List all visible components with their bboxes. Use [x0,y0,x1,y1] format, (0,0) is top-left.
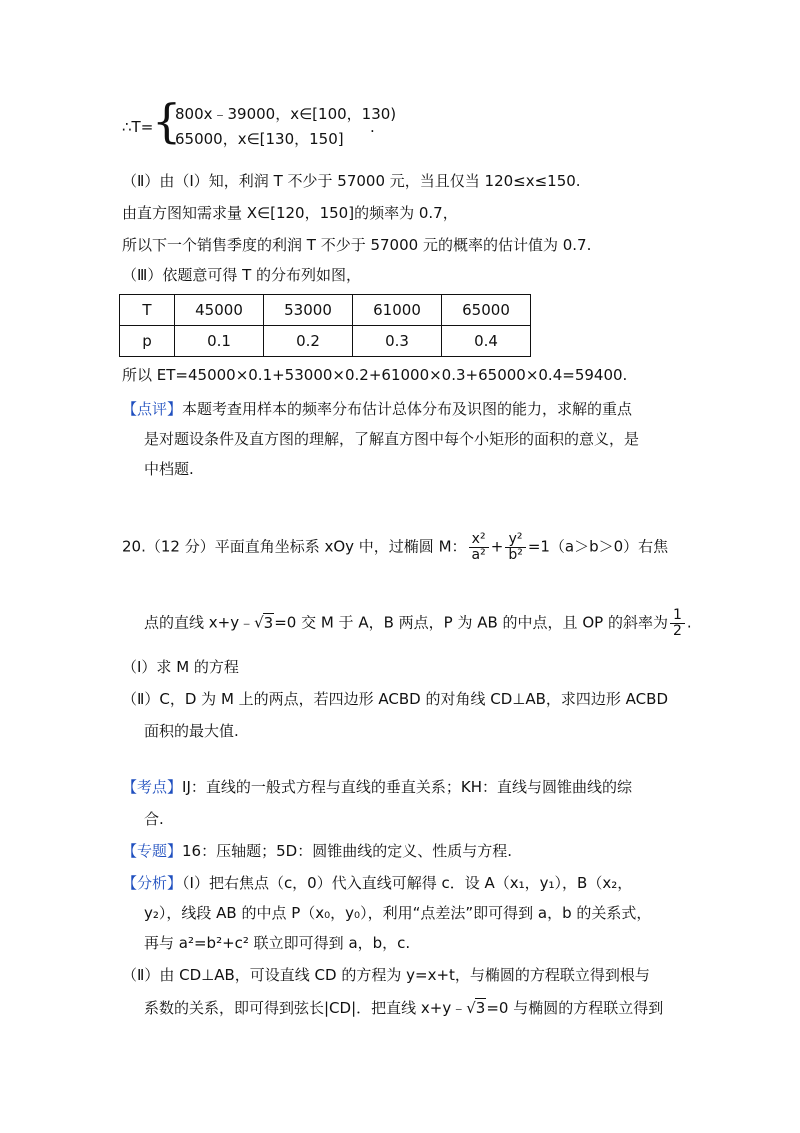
comment-line-2: 是对题设条件及直方图的理解，了解直方图中每个小矩形的面积的意义，是 [144,430,640,448]
fraction-x2-a2 [469,532,489,562]
fenxi-tag: 【分析】 [122,874,183,892]
part3-line-1: （Ⅲ）依题意可得 T 的分布列如图， [122,266,362,284]
table-cell: 53000 [264,295,353,326]
part2-line-3: 所以下一个销售季度的利润 T 不少于 57000 元的概率的估计值为 0.7. [122,236,592,254]
fenxi-line5-b: =0 与椭圆的方程联立得到 [486,999,664,1017]
table-cell: 0.1 [175,326,264,357]
piecewise-brace: { [152,94,182,148]
problem20-suffix: =1（a＞b＞0）右焦 [527,537,669,556]
problem20-prefix: 20.（12 分）平面直角坐标系 xOy 中，过椭圆 M： [122,537,467,556]
fraction-numerator: y² [505,532,526,548]
sqrt-symbol: √ [466,999,476,1017]
piecewise-lead: ∴T= [122,118,154,136]
table-cell: 0.4 [442,326,531,357]
table-cell: 45000 [175,295,264,326]
problem20-q2-line-2: 面积的最大值. [144,722,239,740]
fraction-numerator: x² [469,532,489,548]
kaodian-text-1: IJ：直线的一般式方程与直线的垂直关系；KH：直线与圆锥曲线的综 [182,778,632,796]
table-row [120,326,531,357]
kaodian-tag: 【考点】 [122,778,183,796]
fenxi-line-1 [122,874,632,892]
fenxi-line5-a: 系数的关系，即可得到弦长|CD|．把直线 x+y﹣ [144,999,467,1017]
kaodian-line-1 [122,778,632,796]
problem20-q2-line-1: （Ⅱ）C，D 为 M 上的两点，若四边形 ACBD 的对角线 CD⊥AB，求四边形 ACBD [122,690,668,708]
table-cell: 0.3 [353,326,442,357]
part2-line-2: 由直方图知需求量 X∈[120，150]的频率为 0.7， [122,204,458,222]
table-cell: 65000 [442,295,531,326]
fraction-denominator: a² [471,546,486,563]
fraction-denominator: b² [508,546,523,563]
comment-line-3: 中档题. [144,460,194,478]
comment-text-1: 本题考查用样本的频率分布估计总体分布及识图的能力，求解的重点 [182,400,633,418]
sqrt-radicand: 3 [475,999,486,1017]
fenxi-line-2: y₂），线段 AB 的中点 P（x₀，y₀），利用“点差法”即可得到 a，b 的关系式， [144,904,652,922]
fraction-denominator: 2 [672,622,682,639]
table-cell: 61000 [353,295,442,326]
fraction-one-half [670,608,685,638]
problem20-q1: （Ⅰ）求 M 的方程 [122,658,239,676]
zhuanti-line-1 [122,842,512,860]
sqrt-symbol: √ [254,613,264,632]
table-cell: T [120,295,175,326]
expectation-line: 所以 ET=45000×0.1+53000×0.2+61000×0.3+65000×0.4=59400. [122,366,628,384]
comment-line-1 [122,400,632,418]
distribution-table [119,294,531,357]
fenxi-line-5 [144,998,663,1017]
part2-line-1: （Ⅱ）由（Ⅰ）知，利润 T 不少于 57000 元，当且仅当 120≤x≤150. [122,172,581,190]
table-cell: p [120,326,175,357]
zhuanti-text-1: 16：压轴题；5D：圆锥曲线的定义、性质与方程. [182,842,512,860]
piecewise-line-2: 65000，x∈[130，150] [175,130,344,148]
zhuanti-tag: 【专题】 [122,842,183,860]
fraction-y2-b2 [505,532,526,562]
table-header-row [120,295,531,326]
fenxi-line-3: 再与 a²=b²+c² 联立即可得到 a，b，c. [144,934,411,952]
fraction-numerator: 1 [670,608,685,624]
problem20-line-1 [122,532,668,562]
problem20-line2-end: . [686,613,692,632]
piecewise-line-1: 800x﹣39000，x∈[100，130) [175,105,397,123]
kaodian-line-2: 合. [144,810,164,828]
sqrt-radicand: 3 [263,613,274,632]
fenxi-text-1: （Ⅰ）把右焦点（c，0）代入直线可解得 c．设 A（x₁，y₁），B（x₂， [182,874,633,892]
plus-sign: + [490,537,504,556]
comment-tag: 【点评】 [122,400,183,418]
problem20-line2-a: 点的直线 x+y﹣ [144,613,255,632]
problem20-line2-b: =0 交 M 于 A，B 两点，P 为 AB 的中点，且 OP 的斜率为 [274,613,668,632]
piecewise-tail: . [370,118,375,136]
table-cell: 0.2 [264,326,353,357]
fenxi-line-4: （Ⅱ）由 CD⊥AB，可设直线 CD 的方程为 y=x+t，与椭圆的方程联立得到根与 [122,966,650,984]
problem20-line-2 [144,608,692,638]
